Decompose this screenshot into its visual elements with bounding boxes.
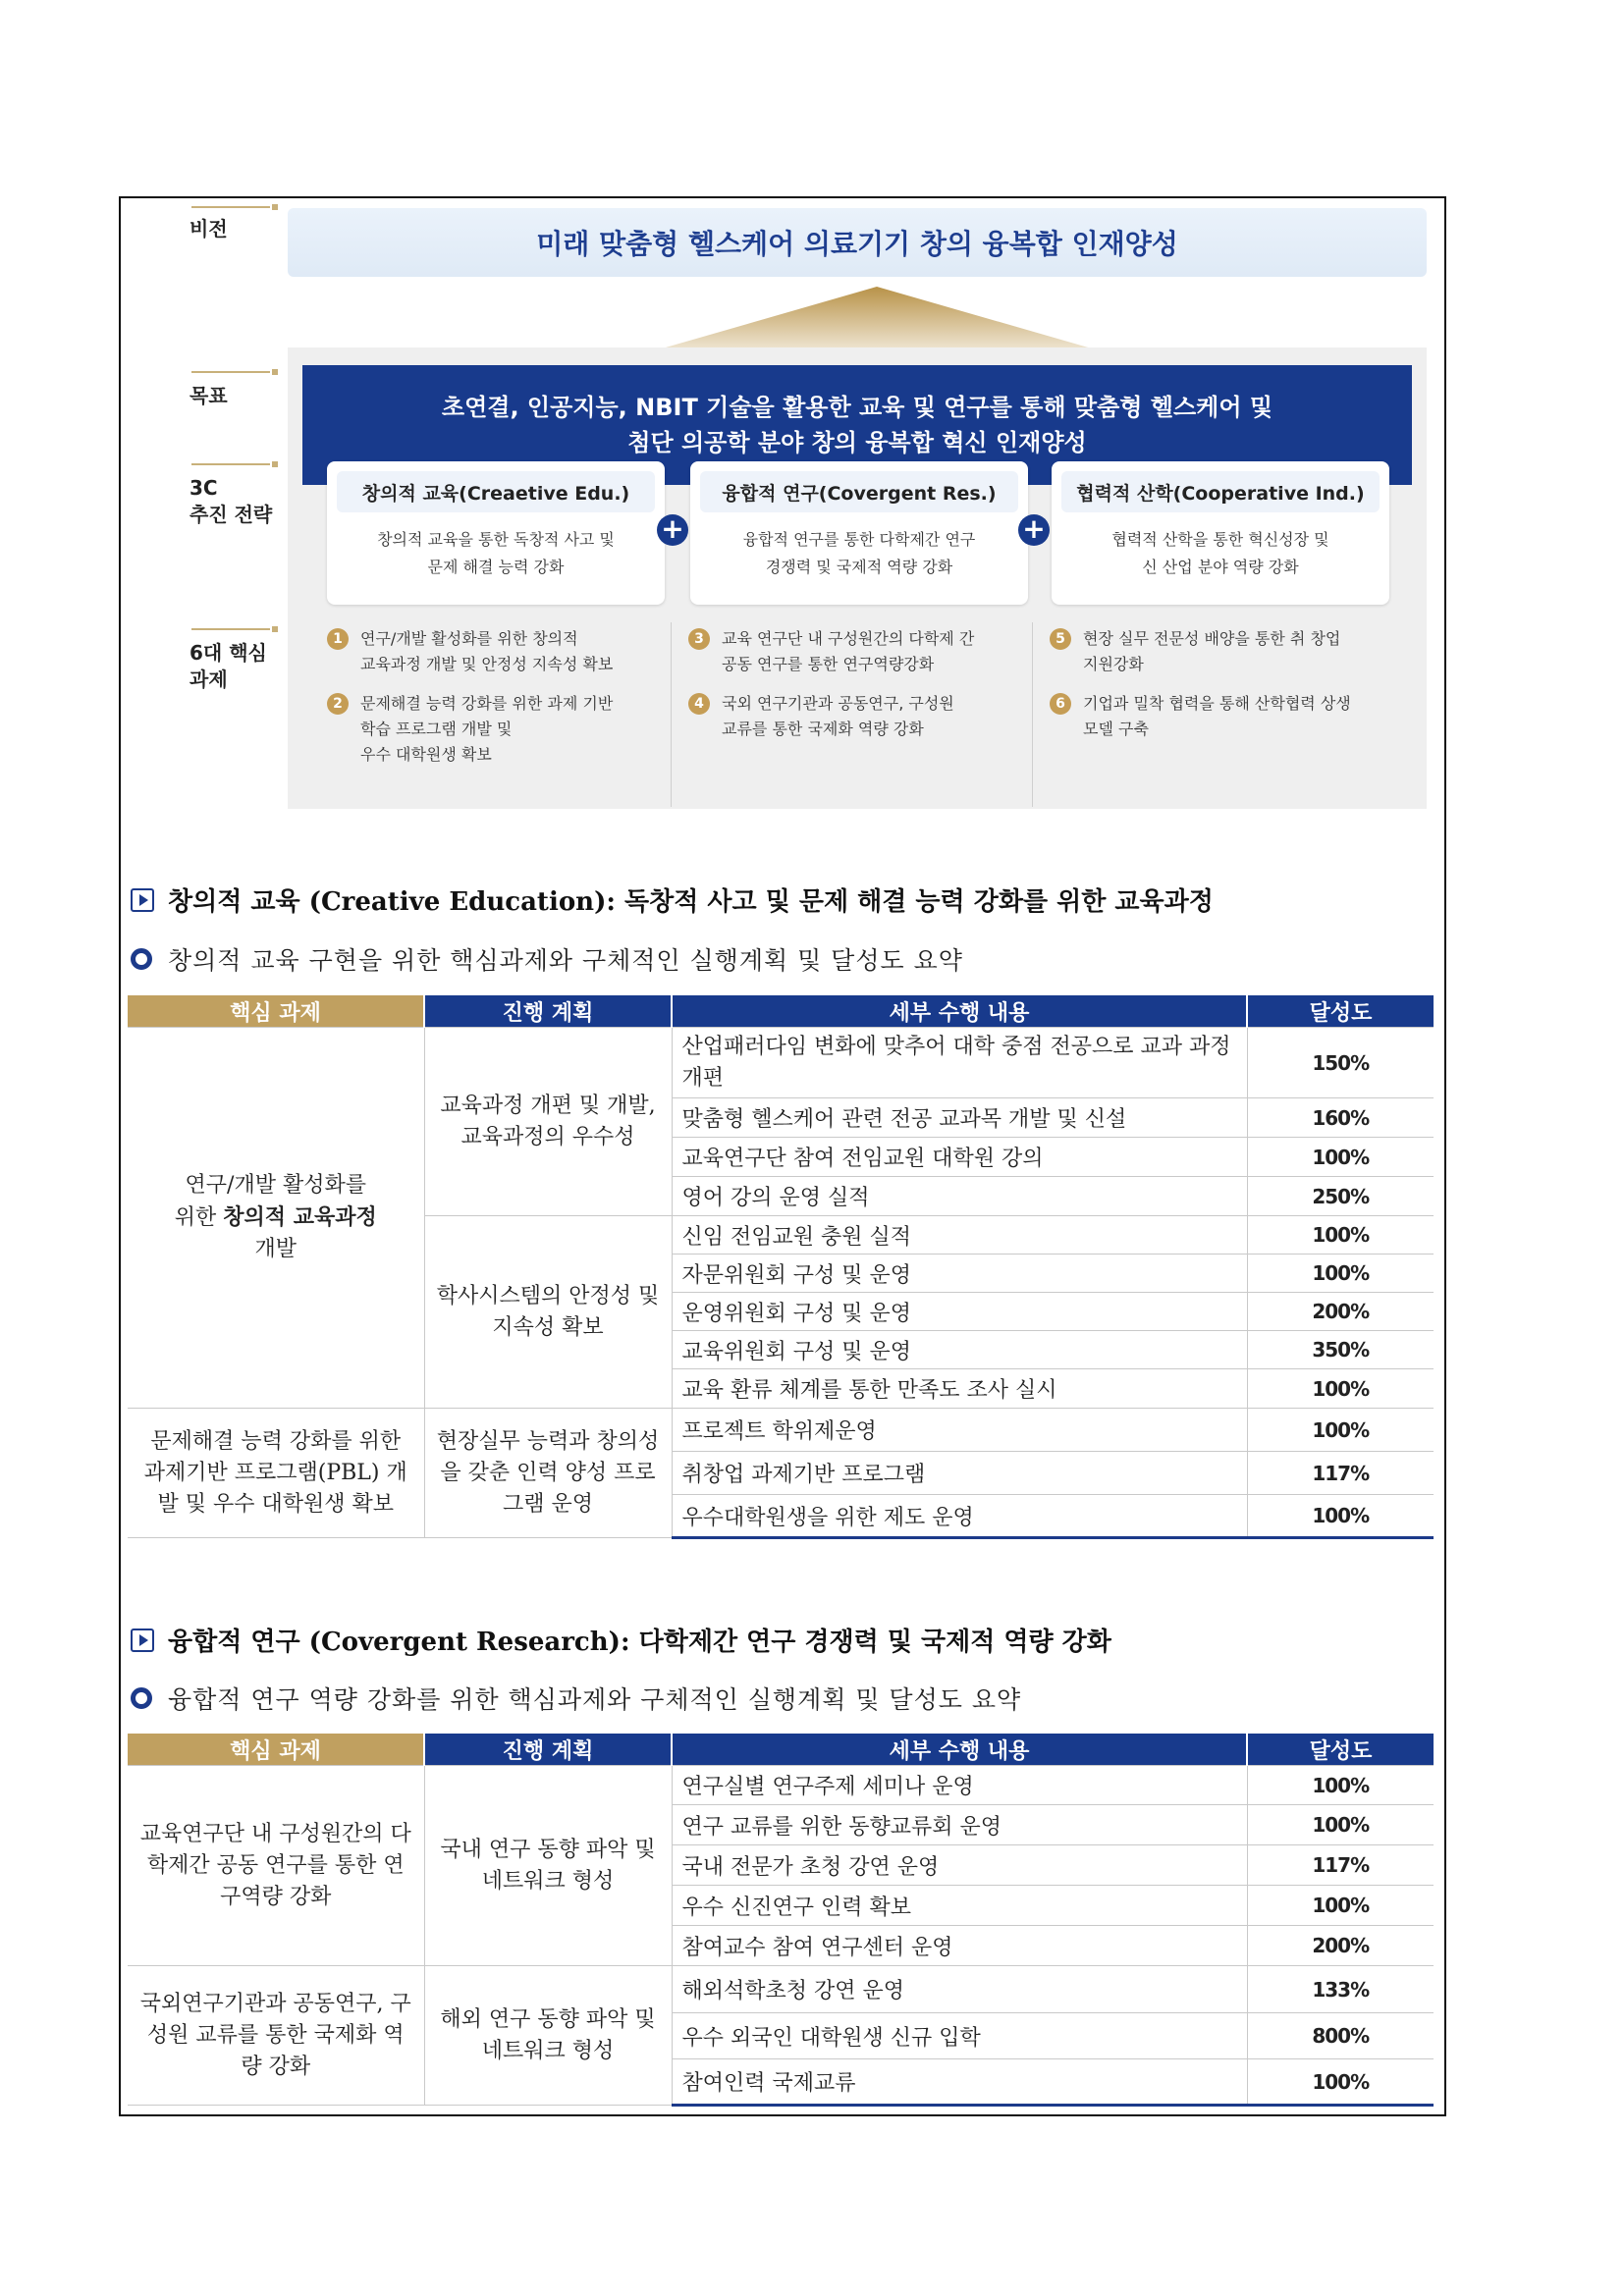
task-number-badge: 5 <box>1050 628 1071 650</box>
detail-cell: 참여인력 국제교류 <box>672 2059 1247 2106</box>
label-tasks-line-1: 6대 핵심 <box>189 641 267 665</box>
label-marker <box>191 628 270 630</box>
detail-cell: 신임 전임교원 충원 실적 <box>672 1216 1247 1255</box>
label-tasks-line-2: 과제 <box>189 667 228 691</box>
achievement-cell: 133% <box>1247 1966 1434 2013</box>
detail-cell: 교육 환류 체계를 통한 만족도 조사 실시 <box>672 1369 1247 1409</box>
detail-cell: 연구실별 연구주제 세미나 운영 <box>672 1766 1247 1805</box>
core-task <box>1050 626 1399 677</box>
achievement-cell: 160% <box>1247 1098 1434 1138</box>
achievement-cell: 100% <box>1247 1255 1434 1293</box>
detail-cell: 연구 교류를 위한 동향교류회 운영 <box>672 1805 1247 1845</box>
detail-cell: 취창업 과제기반 프로그램 <box>672 1452 1247 1495</box>
core-task-cell <box>128 1028 424 1409</box>
task-line: 기업과 밀착 협력을 통해 산학협력 상생 <box>1083 694 1351 713</box>
core-task <box>327 626 677 677</box>
detail-cell: 자문위원회 구성 및 운영 <box>672 1255 1247 1293</box>
plan-cell: 학사시스템의 안정성 및 지속성 확보 <box>424 1216 672 1409</box>
label-goal: 목표 <box>189 384 228 407</box>
plan-cell: 현장실무 능력과 창의성을 갖춘 인력 양성 프로그램 운영 <box>424 1409 672 1538</box>
task-line: 연구/개발 활성화를 위한 창의적 <box>360 629 578 648</box>
section-1-subheading-text: 창의적 교육 구현을 위한 핵심과제와 구체적인 실행계획 및 달성도 요약 <box>168 946 963 975</box>
achievement-cell: 350% <box>1247 1331 1434 1369</box>
task-column-3 <box>1050 626 1399 756</box>
label-vision: 비전 <box>189 217 228 240</box>
core-task <box>327 691 677 768</box>
task-line: 지원강화 <box>1083 655 1144 673</box>
section-2-subheading-text: 융합적 연구 역량 강화를 위한 핵심과제와 구체적인 실행계획 및 달성도 요약 <box>168 1685 1022 1714</box>
section-2-heading-text: 융합적 연구 (Covergent Research): 다학제간 연구 경쟁력 및 국제적 역량 강화 <box>168 1628 1111 1657</box>
header-plan: 진행 계획 <box>424 1734 672 1766</box>
achievement-cell: 100% <box>1247 2059 1434 2106</box>
task-number-badge: 3 <box>688 628 710 650</box>
arrow-box-icon <box>131 888 154 912</box>
strategy-desc-line: 융합적 연구를 통한 다학제간 연구 <box>742 530 976 549</box>
task-line: 연구/개발 활성화를 <box>185 1173 366 1198</box>
header-detail: 세부 수행 내용 <box>672 1734 1247 1766</box>
header-achievement: 달성도 <box>1247 995 1434 1028</box>
achievement-cell: 800% <box>1247 2013 1434 2059</box>
achievement-cell: 200% <box>1247 1926 1434 1966</box>
label-marker <box>191 206 270 208</box>
plan-cell: 교육과정 개편 및 개발, 교육과정의 우수성 <box>424 1028 672 1216</box>
core-task-cell: 교육연구단 내 구성원간의 다학제간 공동 연구를 통한 연구역량 강화 <box>128 1766 424 1966</box>
task-number-badge: 2 <box>327 693 349 715</box>
task-line: 현장 실무 전문성 배양을 통한 취 창업 <box>1083 629 1341 648</box>
achievement-cell: 117% <box>1247 1845 1434 1886</box>
task-text <box>1083 626 1340 677</box>
core-task-cell: 국외연구기관과 공동연구, 구성원 교류를 통한 국제화 역량 강화 <box>128 1966 424 2106</box>
detail-cell: 운영위원회 구성 및 운영 <box>672 1293 1247 1331</box>
plus-icon: + <box>1018 514 1050 546</box>
detail-cell: 우수대학원생을 위한 제도 운영 <box>672 1495 1247 1538</box>
achievement-cell: 100% <box>1247 1138 1434 1177</box>
task-line: 학습 프로그램 개발 및 <box>360 720 513 738</box>
detail-cell: 영어 강의 운영 실적 <box>672 1177 1247 1216</box>
core-task <box>1050 691 1399 742</box>
task-text <box>1083 691 1351 742</box>
detail-cell: 해외석학초청 강연 운영 <box>672 1966 1247 2013</box>
strategy-desc-line: 창의적 교육을 통한 독창적 사고 및 <box>377 530 615 549</box>
core-task <box>688 691 1038 742</box>
detail-cell: 산업패러다임 변화에 맞추어 대학 중점 전공으로 교과 과정개편 <box>672 1028 1247 1098</box>
strategy-desc-line: 문제 해결 능력 강화 <box>427 558 565 576</box>
header-plan: 진행 계획 <box>424 995 672 1028</box>
detail-cell: 교육위원회 구성 및 운영 <box>672 1331 1247 1369</box>
table-row <box>128 1409 1434 1452</box>
section-1-subheading <box>131 941 963 977</box>
detail-cell: 우수 신진연구 인력 확보 <box>672 1886 1247 1926</box>
plus-icon: + <box>657 514 688 546</box>
section-2-subheading <box>131 1681 1021 1716</box>
section-2-heading <box>131 1622 1111 1658</box>
task-text: 위한 <box>174 1205 224 1230</box>
achievement-cell: 100% <box>1247 1886 1434 1926</box>
task-text <box>360 626 613 677</box>
table-header-row <box>128 995 1434 1028</box>
strategy-card-creative <box>327 461 665 605</box>
header-achievement: 달성도 <box>1247 1734 1434 1766</box>
detail-cell: 맞춤형 헬스케어 관련 전공 교과목 개발 및 신설 <box>672 1098 1247 1138</box>
table-row <box>128 1966 1434 2013</box>
task-column-1 <box>327 626 677 781</box>
achievement-cell: 200% <box>1247 1293 1434 1331</box>
task-line: 개발 <box>254 1237 297 1261</box>
plan-cell: 국내 연구 동향 파악 및 네트워크 형성 <box>424 1766 672 1966</box>
strategy-desc-line: 경쟁력 및 국제적 역량 강화 <box>765 558 953 576</box>
strategy-desc-line: 신 산업 분야 역량 강화 <box>1142 558 1299 576</box>
achievement-cell: 100% <box>1247 1369 1434 1409</box>
label-strategy-line-1: 3C <box>189 476 218 500</box>
strategy-card-title: 창의적 교육(Creaetive Edu.) <box>337 471 655 512</box>
strategy-card-cooperative <box>1052 461 1389 605</box>
task-line: 우수 대학원생 확보 <box>360 745 492 764</box>
task-line: 모델 구축 <box>1083 720 1149 738</box>
detail-cell: 교육연구단 참여 전임교원 대학원 강의 <box>672 1138 1247 1177</box>
task-line: 교류를 통한 국제화 역량 강화 <box>722 720 924 738</box>
task-number-badge: 4 <box>688 693 710 715</box>
label-marker <box>191 371 270 373</box>
strategy-card-desc <box>1052 526 1389 581</box>
table-row <box>128 1766 1434 1805</box>
task-text <box>722 691 954 742</box>
task-number-badge: 6 <box>1050 693 1071 715</box>
goal-line-1: 초연결, 인공지능, NBIT 기술을 활용한 교육 및 연구를 통해 맞춤형 헬스케어 및 <box>441 394 1273 421</box>
header-core-task: 핵심 과제 <box>128 995 424 1028</box>
achievement-cell: 100% <box>1247 1495 1434 1538</box>
task-line: 국외 연구기관과 공동연구, 구성원 <box>722 694 954 713</box>
detail-cell: 우수 외국인 대학원생 신규 입학 <box>672 2013 1247 2059</box>
header-core-task: 핵심 과제 <box>128 1734 424 1766</box>
task-line: 문제해결 능력 강화를 위한 과제 기반 <box>360 694 614 713</box>
arrow-box-icon <box>131 1629 154 1652</box>
detail-cell: 참여교수 참여 연구센터 운영 <box>672 1926 1247 1966</box>
strategy-desc-line: 협력적 산학을 통한 혁신성장 및 <box>1111 530 1329 549</box>
task-text <box>360 691 613 768</box>
strategy-card-desc <box>690 526 1028 581</box>
achievement-cell: 150% <box>1247 1028 1434 1098</box>
detail-cell: 국내 전문가 초청 강연 운영 <box>672 1845 1247 1886</box>
task-line: 공동 연구를 통한 연구역량강화 <box>722 655 935 673</box>
bullet-circle-icon <box>131 1687 152 1709</box>
plan-cell: 해외 연구 동향 파악 및 네트워크 형성 <box>424 1966 672 2106</box>
core-task-cell: 문제해결 능력 강화를 위한 과제기반 프로그램(PBL) 개발 및 우수 대학원생 확보 <box>128 1409 424 1538</box>
strategy-card-title: 협력적 산학(Cooperative Ind.) <box>1061 471 1380 512</box>
achievement-cell: 100% <box>1247 1805 1434 1845</box>
task-column-2 <box>688 626 1038 756</box>
achievement-cell: 100% <box>1247 1766 1434 1805</box>
table-header-row <box>128 1734 1434 1766</box>
task-bold-text: 창의적 교육과정 <box>223 1204 377 1230</box>
detail-cell: 프로젝트 학위제운영 <box>672 1409 1247 1452</box>
task-text <box>722 626 974 677</box>
vision-banner: 미래 맞춤형 헬스케어 의료기기 창의 융복합 인재양성 <box>288 208 1427 277</box>
bullet-circle-icon <box>131 948 152 970</box>
task-number-badge: 1 <box>327 628 349 650</box>
section-1-heading <box>131 881 1214 918</box>
achievement-cell: 250% <box>1247 1177 1434 1216</box>
strategy-card-desc <box>327 526 665 581</box>
convergent-research-table <box>128 1734 1434 2107</box>
task-line <box>137 1201 414 1234</box>
strategy-card-convergent <box>690 461 1028 605</box>
task-line: 교육과정 개발 및 안정성 지속성 확보 <box>360 655 614 673</box>
label-tasks <box>189 640 267 693</box>
page-frame <box>119 196 1446 2116</box>
strategy-card-title: 융합적 연구(Covergent Res.) <box>700 471 1018 512</box>
achievement-cell: 100% <box>1247 1216 1434 1255</box>
task-line: 교육 연구단 내 구성원간의 다학제 간 <box>722 629 975 648</box>
table-row <box>128 1028 1434 1098</box>
header-detail: 세부 수행 내용 <box>672 995 1247 1028</box>
achievement-cell: 100% <box>1247 1409 1434 1452</box>
creative-education-table <box>128 995 1434 1539</box>
achievement-cell: 117% <box>1247 1452 1434 1495</box>
label-marker <box>191 463 270 465</box>
vision-strategy-diagram <box>121 198 1444 817</box>
label-strategy-line-2: 추진 전략 <box>189 503 273 526</box>
section-1-heading-text: 창의적 교육 (Creative Education): 독창적 사고 및 문제 해결 능력 강화를 위한 교육과정 <box>168 887 1214 917</box>
goal-line-2: 첨단 의공학 분야 창의 융복합 혁신 인재양성 <box>627 429 1087 456</box>
label-strategy <box>189 475 272 528</box>
core-task <box>688 626 1038 677</box>
